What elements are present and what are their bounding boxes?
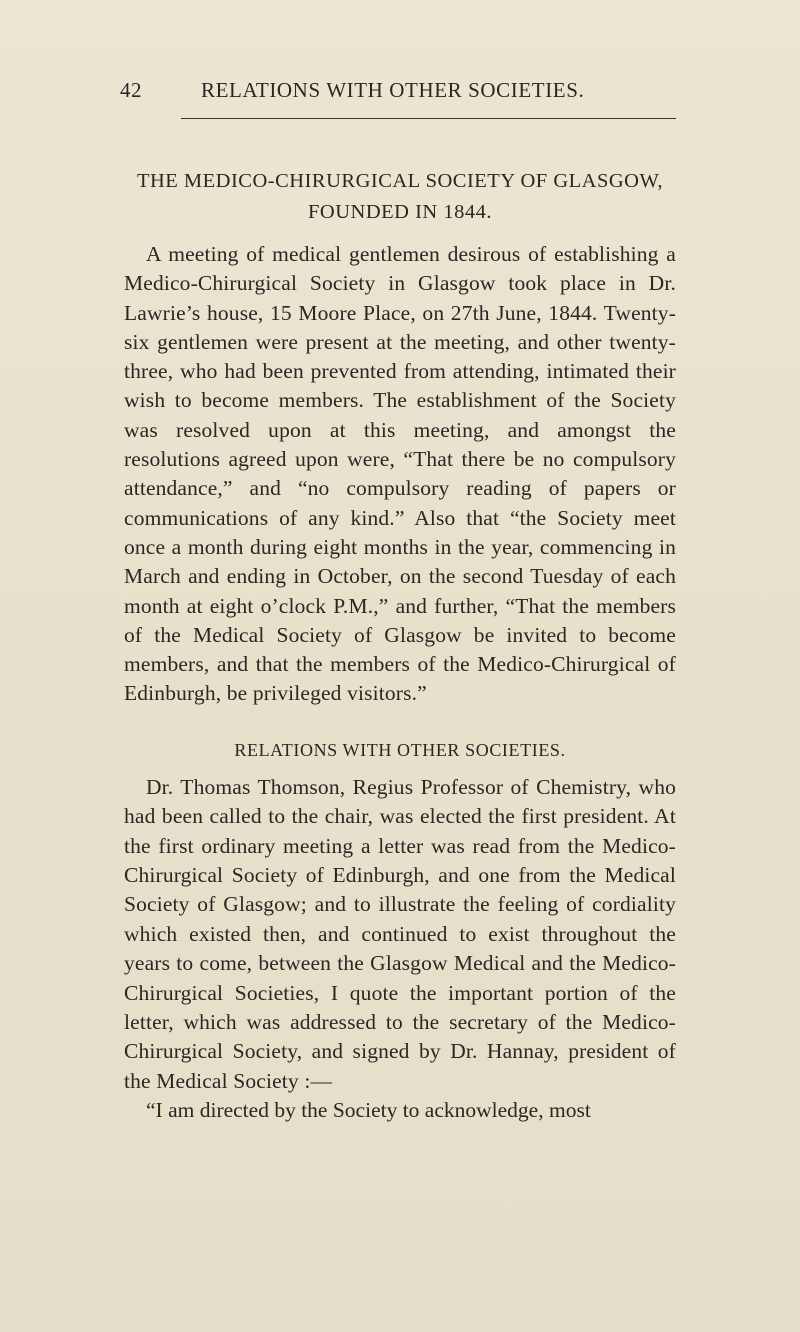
running-head: RELATIONS WITH OTHER SOCIETIES. — [201, 78, 585, 102]
header-rule — [181, 118, 676, 119]
founding-paragraph: A meeting of medical gentlemen desirous of establishing a Medico-Chirurgical Society in Glasgow took place in Dr. Lawrie’s house, 15 Moore Place, on 27th June, 1844. Twenty-six gentlemen were present at the meeting, and other twenty-three, who had been prevented from attending, intimated their wish to become members. The establishment of the Society was resolved upon at this meeting, and amongst the resolutions agreed upon were, “That there be no compulsory attendance,” and “no compulsory reading of papers or communications of any kind.” Also that “the Society meet once a month during eight months in the year, commencing in March and ending in October, on the second Tuesday of each month at eight o’clock P.M.,” and further, “That the members of the Medical Society of Glasgow be invited to become members, and that the members of the Medico-Chirurgical of Edinburgh, be privileged visitors.” — [124, 242, 676, 706]
relations-paragraph: Dr. Thomas Thomson, Regius Professor of Chemistry, who had been called to the chair, was elected the first president. At the first ordinary meeting a letter was read from the Medico-Chirurgical Society of Edinburgh, and one from the Medical Society of Glasgow; and to illustrate the feeling of cordiality which existed then, and continued to exist throughout the years to come, between the Glasgow Medical and the Medico-Chirurgical Societies, I quote the important portion of the letter, which was addressed to the secretary of the Medico-Chirurgical Society, and signed by Dr. Hannay, president of the Medical Society :— — [124, 774, 676, 1093]
section-title-line-1: THE MEDICO-CHIRURGICAL SOCIETY OF GLASGOW, — [136, 170, 664, 192]
page-body — [124, 166, 676, 1125]
letter-quote-start: “I am directed by the Society to acknowledge, most — [146, 1098, 591, 1123]
section-title — [124, 166, 676, 228]
page-number: 42 — [120, 78, 142, 102]
section-title-line-2: FOUNDED IN 1844. — [308, 201, 492, 223]
page-header — [120, 78, 680, 104]
relations-heading: RELATIONS WITH OTHER SOCIETIES. — [234, 739, 566, 760]
